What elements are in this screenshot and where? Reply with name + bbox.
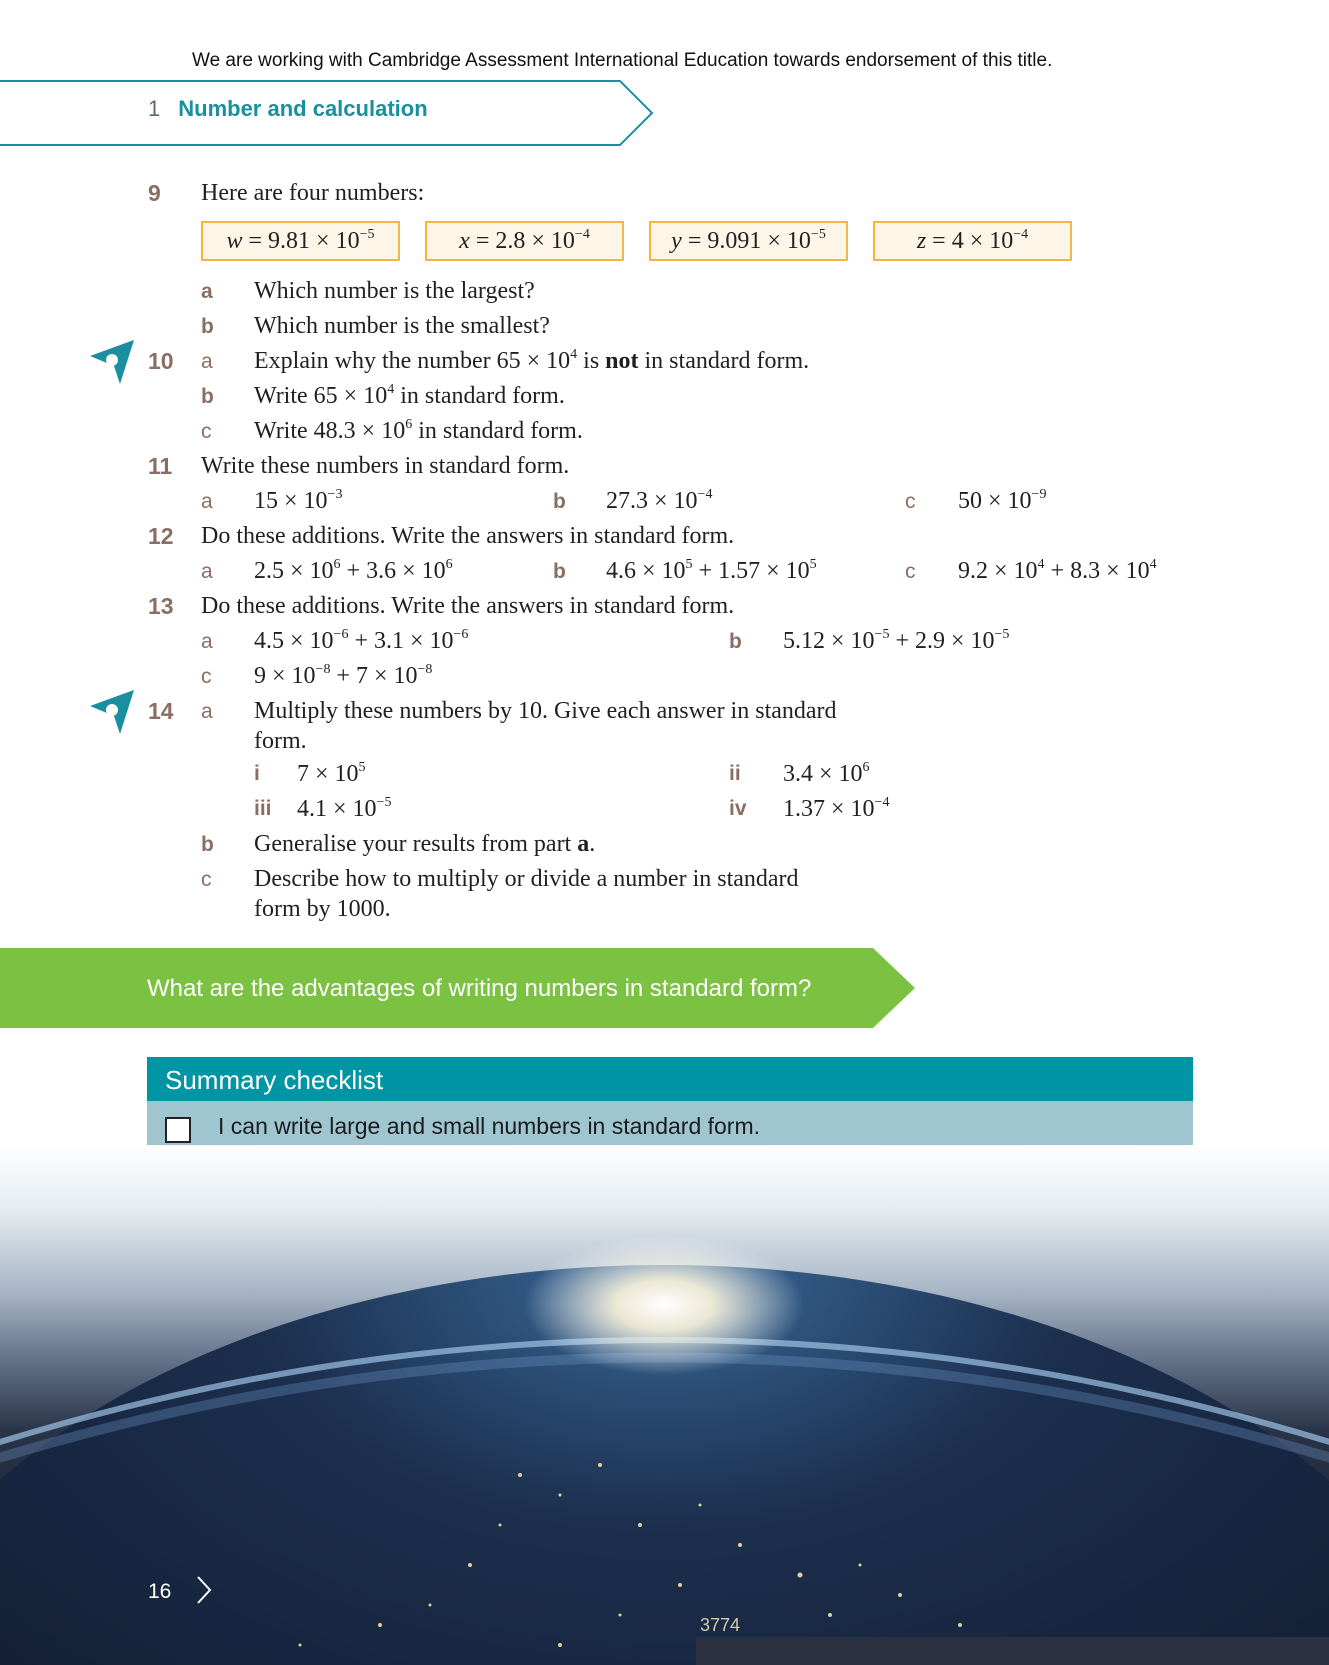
q14-sub-i-text: $7 \times 10^5$ [297, 760, 366, 787]
q14-sub-iv-label: iv [729, 797, 747, 820]
q14-sub-iii-text: $4.1 \times 10^{-5}$ [297, 795, 392, 822]
q13-part-a-label: a [201, 630, 213, 653]
q13-part-b-label: b [729, 630, 742, 653]
q12-part-a-text: $2.5 \times 10^6 + 3.6 \times 10^6$ [254, 557, 453, 584]
q9-part-b-text: Which number is the smallest? [254, 313, 550, 339]
page-number: 16 [148, 1580, 172, 1603]
footer-corner-bar [696, 1637, 1329, 1665]
q11-part-b-text: $27.3 \times 10^{-4}$ [606, 487, 713, 514]
q13-part-c-label: c [201, 665, 212, 688]
q9-part-b-label: b [201, 315, 214, 338]
q14-part-b-text: Generalise your results from part a. [254, 831, 596, 857]
q14-sub-iii-label: iii [254, 797, 272, 820]
q13-part-c-text: $9 \times 10^{-8} + 7 \times 10^{-8}$ [254, 662, 433, 689]
q14-part-a-text-line1: Multiply these numbers by 10. Give each answer in standard [254, 698, 837, 724]
q14-sub-iv-text: $1.37 \times 10^{-4}$ [783, 795, 890, 822]
thinking-skills-marker-icon [88, 338, 138, 388]
q14-sub-ii-label: ii [729, 762, 741, 785]
question-9-text: Here are four numbers: [201, 180, 425, 206]
q14-part-c-text-line2: form by 1000. [254, 896, 391, 922]
summary-checklist-title: Summary checklist [165, 1065, 384, 1095]
question-11-text: Write these numbers in standard form. [201, 453, 570, 479]
q14-part-c-text-line1: Describe how to multiply or divide a number in standard [254, 866, 799, 892]
q10-part-c-text: Write $48.3 \times 10^6$ in standard form. [254, 417, 583, 444]
page-arrow-icon [195, 1575, 213, 1605]
thinking-skills-marker-icon [88, 688, 138, 738]
checklist-checkbox[interactable] [165, 1117, 191, 1143]
q11-part-a-label: a [201, 490, 213, 513]
q10-part-c-label: c [201, 420, 212, 443]
chapter-title: Number and calculation [178, 96, 428, 121]
reflection-question: What are the advantages of writing numbers in standard form? [147, 975, 812, 1002]
chapter-heading [148, 96, 428, 122]
q12-part-b-text: $4.6 \times 10^5 + 1.57 \times 10^5$ [606, 557, 817, 584]
question-13-number: 13 [148, 593, 174, 619]
q9-part-a-text: Which number is the largest? [254, 278, 535, 304]
question-11-number: 11 [148, 453, 173, 479]
endorsement-notice: We are working with Cambridge Assessment International Education towards endorsement of this title. [192, 50, 1053, 71]
question-12-number: 12 [148, 523, 174, 549]
q11-part-a-text: $15 \times 10^{-3}$ [254, 487, 343, 514]
q11-part-b-label: b [553, 490, 566, 513]
question-13-text: Do these additions. Write the answers in standard form. [201, 593, 735, 619]
q9-part-a-label: a [201, 280, 213, 303]
q10-part-a-text: Explain why the number $65 \times 10^4$ is not in standard form. [254, 347, 810, 374]
number-box-w: $w = 9.81 \times 10^{-5}$ [201, 221, 400, 261]
q11-part-c-text: $50 \times 10^{-9}$ [958, 487, 1047, 514]
q10-part-b-label: b [201, 385, 214, 408]
q13-part-a-text: $4.5 \times 10^{-6} + 3.1 \times 10^{-6}$ [254, 627, 469, 654]
q14-part-a-label: a [201, 700, 213, 723]
question-14-number: 14 [148, 698, 174, 724]
number-box-y: $y = 9.091 \times 10^{-5}$ [649, 221, 848, 261]
q14-sub-ii-text: $3.4 \times 10^6$ [783, 760, 870, 787]
q10-part-b-text: Write $65 \times 10^4$ in standard form. [254, 382, 565, 409]
q11-part-c-label: c [905, 490, 916, 513]
chapter-number: 1 [148, 96, 161, 121]
question-12-text: Do these additions. Write the answers in standard form. [201, 523, 735, 549]
q14-sub-i-label: i [254, 762, 260, 785]
image-code: 3774 [700, 1615, 741, 1635]
number-box-z: $z = 4 \times 10^{-4}$ [873, 221, 1072, 261]
q13-part-b-text: $5.12 \times 10^{-5} + 2.9 \times 10^{-5}$ [783, 627, 1010, 654]
q12-part-c-text: $9.2 \times 10^4 + 8.3 \times 10^4$ [958, 557, 1157, 584]
q12-part-b-label: b [553, 560, 566, 583]
q14-part-b-label: b [201, 833, 214, 856]
q12-part-a-label: a [201, 560, 213, 583]
question-10-number: 10 [148, 348, 174, 374]
q12-part-c-label: c [905, 560, 916, 583]
q14-part-a-text-line2: form. [254, 728, 307, 754]
q10-part-a-label: a [201, 350, 213, 373]
question-9-number: 9 [148, 180, 161, 206]
checklist-item-text: I can write large and small numbers in standard form. [218, 1113, 761, 1139]
number-box-x: $x = 2.8 \times 10^{-4}$ [425, 221, 624, 261]
q14-part-c-label: c [201, 868, 212, 891]
